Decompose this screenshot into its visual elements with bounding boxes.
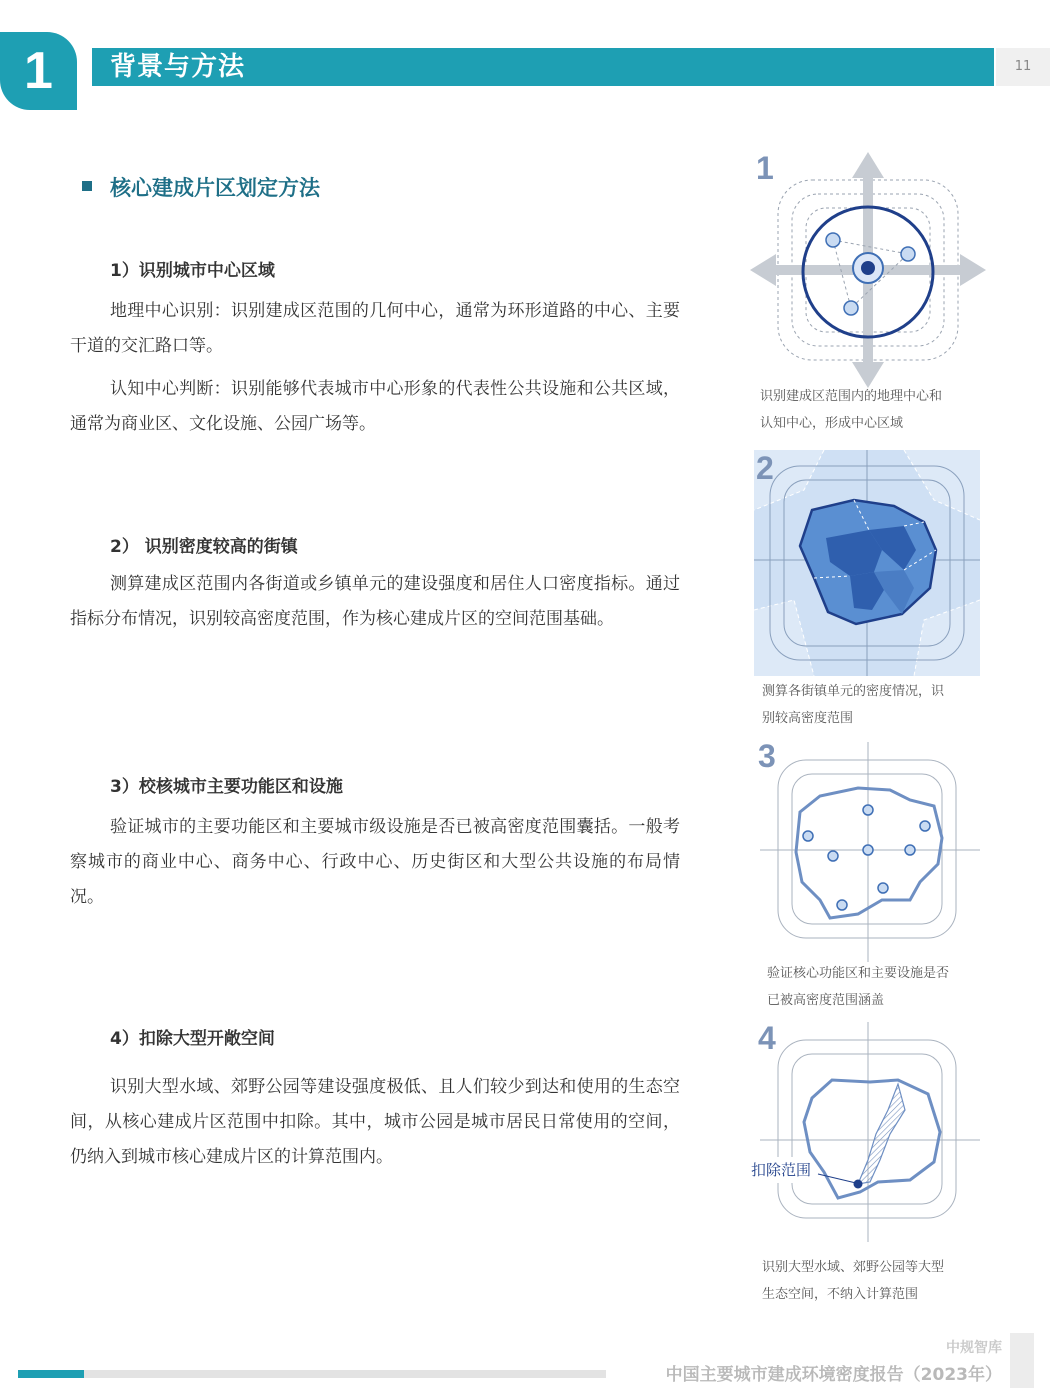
footer-progress-bar — [18, 1370, 84, 1378]
step-1-heading: 1）识别城市中心区域 — [110, 261, 275, 281]
chapter-number: 1 — [24, 42, 53, 100]
diagram-2-number: 2 — [756, 450, 774, 486]
step-4-heading: 4）扣除大型开敞空间 — [110, 1029, 275, 1049]
footer-progress-track — [84, 1370, 606, 1378]
diagram-1-number: 1 — [756, 150, 774, 186]
diagram-2-caption — [762, 678, 987, 732]
diagram-4-label: 扣除范围 — [751, 1157, 811, 1183]
footer-edge-box — [1010, 1333, 1034, 1388]
diagram-1-caption-line-1: 识别建成区范围内的地理中心和 — [760, 389, 943, 404]
step-1-paragraph-1: 地理中心识别：识别建成区范围的几何中心，通常为环形道路的中心、主要干道的交汇路口等。 — [70, 301, 680, 356]
page-title: 背景与方法 — [110, 52, 246, 82]
step-2-heading: 2） 识别密度较高的街镇 — [110, 537, 298, 557]
diagram-4-caption-line-1: 识别大型水域、郊野公园等大型 — [762, 1260, 945, 1275]
step-3-heading: 3）校核城市主要功能区和设施 — [110, 777, 343, 797]
diagram-3-caption-line-1: 验证核心功能区和主要设施是否 — [767, 966, 950, 981]
diagram-4-open-space-removal — [760, 1022, 980, 1242]
diagram-2-density-map — [754, 450, 980, 676]
diagram-2-caption-line-2: 别较高密度范围 — [762, 711, 854, 726]
step-1-paragraph-2: 认知中心判断：识别能够代表城市中心形象的代表性公共设施和公共区域，通常为商业区、文化设施、公园广场等。 — [70, 379, 680, 434]
footer-org: 中规智库 — [946, 1340, 1002, 1356]
diagram-4-caption — [762, 1254, 987, 1308]
diagram-2-caption-line-1: 测算各街镇单元的密度情况，识 — [762, 684, 945, 699]
section-title: 核心建成片区划定方法 — [110, 176, 320, 200]
diagram-4-number: 4 — [758, 1020, 776, 1056]
footer-report-title: 中国主要城市建成环境密度报告（2023年） — [665, 1365, 1002, 1385]
step-3-paragraph: 验证城市的主要功能区和主要城市级设施是否已被高密度范围囊括。一般考察城市的商业中心、商务中心、行政中心、历史街区和大型公共设施的布局情况。 — [70, 817, 680, 907]
diagram-1-caption-line-2: 认知中心，形成中心区域 — [760, 416, 904, 431]
diagram-1-caption — [760, 383, 985, 437]
diagram-3-caption — [767, 960, 992, 1014]
page-number: 11 — [1014, 59, 1032, 74]
diagram-3-number: 3 — [758, 738, 776, 774]
step-2-paragraph: 测算建成区范围内各街道或乡镇单元的建设强度和居住人口密度指标。通过指标分布情况，识别较高密度范围，作为核心建成片区的空间范围基础。 — [70, 574, 680, 629]
diagram-3-facility-check — [760, 742, 980, 962]
section-square-icon — [82, 181, 92, 191]
step-4-paragraph: 识别大型水域、郊野公园等建设强度极低、且人们较少到达和使用的生态空间，从核心建成片区范围中扣除。其中，城市公园是城市居民日常使用的空间，仍纳入到城市核心建成片区的计算范围内。 — [70, 1077, 680, 1167]
diagram-4-caption-line-2: 生态空间，不纳入计算范围 — [762, 1287, 919, 1302]
diagram-3-caption-line-2: 已被高密度范围涵盖 — [767, 993, 885, 1008]
diagram-1-center-identification — [748, 150, 988, 390]
